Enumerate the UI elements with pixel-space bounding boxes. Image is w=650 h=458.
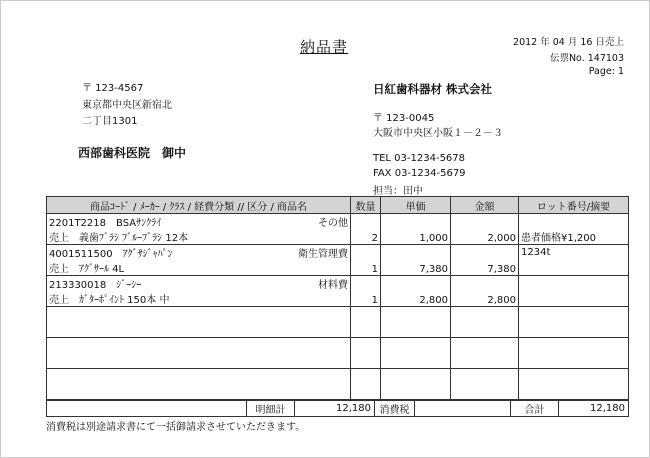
customer-address-line1: 東京都中央区新宿北 — [82, 100, 172, 111]
amount-cell: 2,800 — [451, 276, 519, 307]
memo-cell: 患者価格¥1,200 — [519, 229, 629, 245]
lot-number-cell: 1234t — [519, 245, 629, 261]
tax-label: 消費税 — [375, 401, 415, 417]
product-kubun-name: 売上 義歯ﾌﾞﾗｼ ﾌﾞﾙｰﾌﾞﾗｼ 12本 — [47, 229, 351, 245]
table-row-sub — [47, 229, 629, 245]
table-row-sub — [47, 260, 629, 276]
total-value: 12,180 — [559, 401, 629, 417]
header-amount: 金額 — [451, 197, 519, 214]
table-header-row — [47, 197, 629, 214]
header-quantity: 数量 — [351, 197, 381, 214]
totals-spacer — [47, 401, 247, 417]
table-row — [47, 245, 629, 261]
items-table — [46, 196, 629, 400]
table-row — [47, 214, 629, 230]
sales-date: 2012 年 04 月 16 日売上 — [513, 37, 624, 48]
totals-table — [46, 400, 629, 417]
product-code-maker: 213330018 ｼﾞｰｼｰ 材料費 — [47, 276, 351, 292]
product-kubun-name: 売上 ｱｸﾞｻｰﾙ 4L — [47, 260, 351, 276]
totals-row — [47, 401, 629, 417]
slip-number: 伝票No. 147103 — [549, 53, 624, 64]
empty-row — [47, 338, 629, 369]
quantity-cell: 1 — [351, 276, 381, 307]
subtotal-label: 明細計 — [247, 401, 295, 417]
tax-value — [415, 401, 511, 417]
expense-category: その他 — [318, 218, 348, 229]
unit-price-cell: 7,380 — [381, 245, 451, 276]
customer-postal: 〒 123-4567 — [82, 83, 144, 94]
expense-category: 材料費 — [318, 280, 348, 291]
amount-cell: 2,000 — [451, 214, 519, 245]
lot-number-cell — [519, 276, 629, 292]
table-row-sub — [47, 291, 629, 307]
supplier-postal: 〒 123-0045 — [373, 113, 435, 124]
unit-price-cell: 2,800 — [381, 276, 451, 307]
header-unit-price: 単価 — [381, 197, 451, 214]
supplier-staff: 担当：田中 — [373, 186, 423, 197]
memo-cell — [519, 260, 629, 276]
expense-category: 衛生管理費 — [298, 249, 348, 260]
empty-row — [47, 369, 629, 400]
unit-price-cell: 1,000 — [381, 214, 451, 245]
total-label: 合計 — [511, 401, 559, 417]
amount-cell: 7,380 — [451, 245, 519, 276]
supplier-name: 日紅歯科器材 株式会社 — [373, 82, 493, 96]
supplier-fax: FAX 03-1234-5679 — [373, 168, 466, 179]
empty-row — [47, 307, 629, 338]
tax-note: 消費税は別途請求書にて一括御請求させていただきます。 — [46, 422, 306, 433]
supplier-address: 大阪市中央区小阪１－２－３ — [373, 128, 503, 139]
customer-name: 西部歯科医院 御中 — [78, 146, 187, 160]
customer-address-line2: 二丁目1301 — [82, 116, 138, 127]
quantity-cell: 1 — [351, 245, 381, 276]
document-title: 納品書 — [300, 38, 349, 56]
memo-cell — [519, 291, 629, 307]
header-lot-memo: ロット番号/摘要 — [519, 197, 629, 214]
page-number: Page: 1 — [588, 66, 624, 77]
lot-number-cell — [519, 214, 629, 230]
quantity-cell: 2 — [351, 214, 381, 245]
subtotal-value: 12,180 — [295, 401, 375, 417]
supplier-tel: TEL 03-1234-5678 — [373, 153, 466, 164]
product-code-maker: 4001511500 ｱｸﾞｻｼﾞｬﾊﾟﾝ 衛生管理費 — [47, 245, 351, 261]
header-product: 商品ｺｰﾄﾞ / ﾒｰｶｰ / ｸﾗｽ / 経費分類 // 区分 / 商品名 — [47, 197, 351, 214]
product-kubun-name: 売上 ｶﾞﾀｰﾎﾟｲﾝﾄ 150本 中 — [47, 291, 351, 307]
product-code-maker: 2201T2218 BSAｻﾝｸﾗｲ その他 — [47, 214, 351, 230]
table-row — [47, 276, 629, 292]
